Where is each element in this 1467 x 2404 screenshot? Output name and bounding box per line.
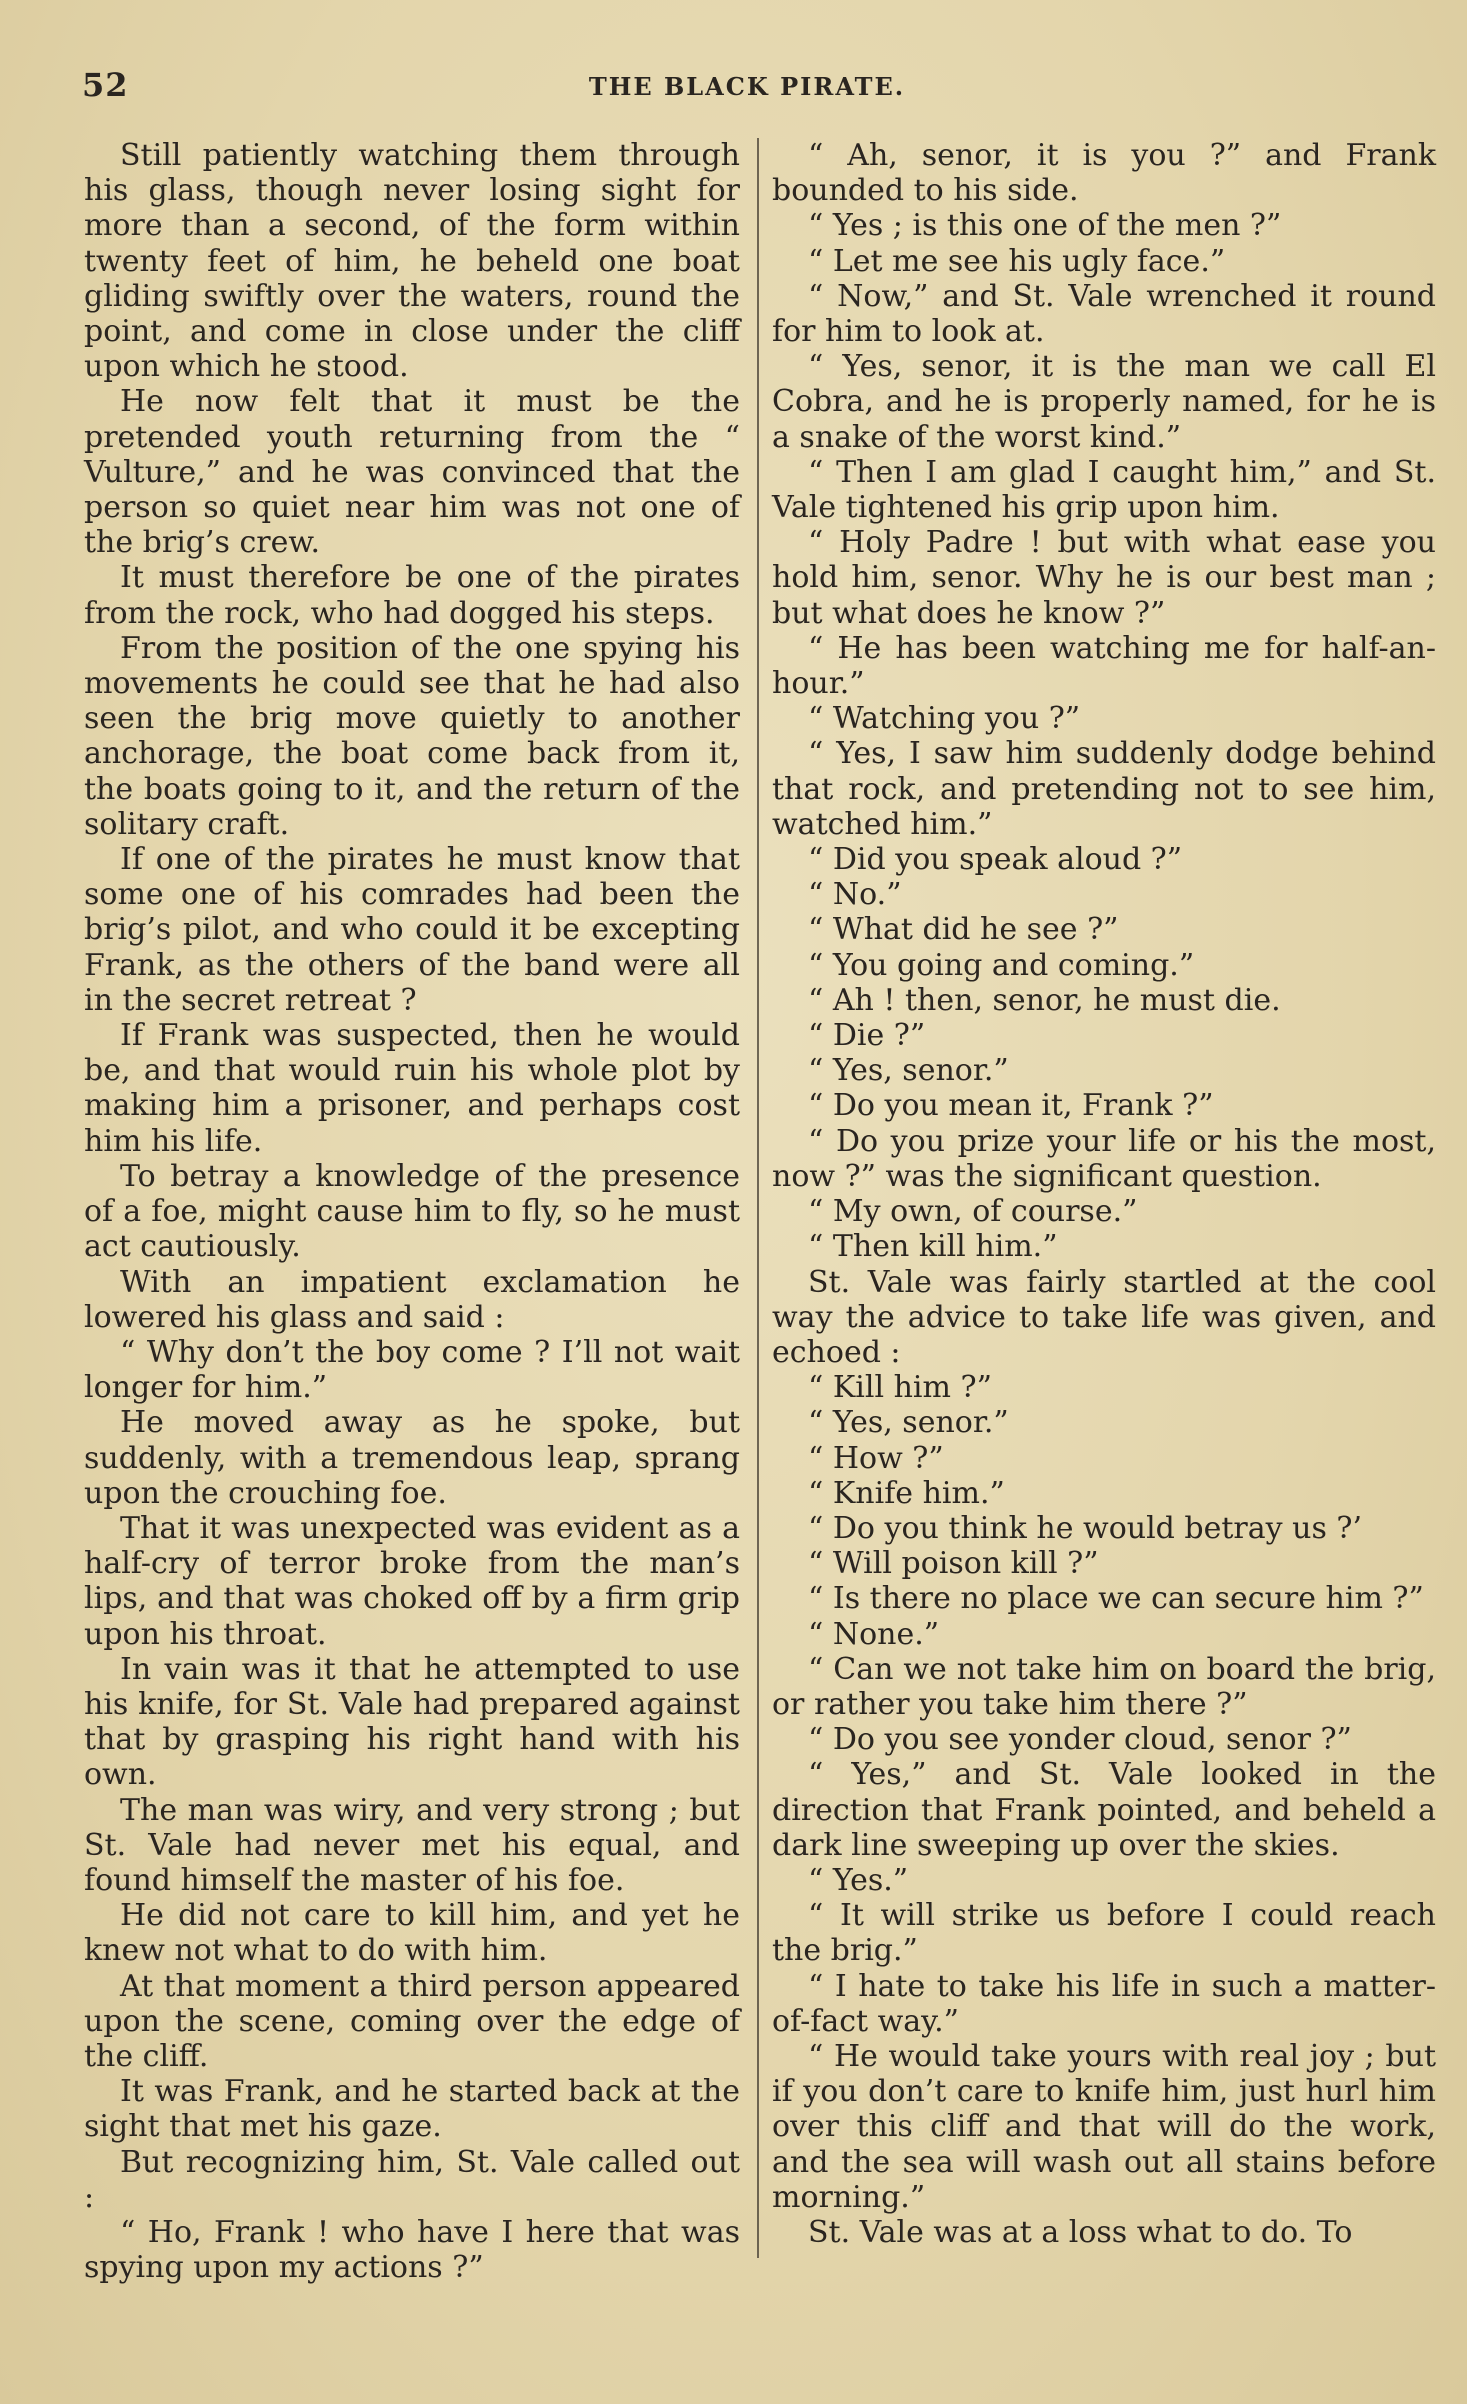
paragraph: “ You going and coming.” (808, 947, 1195, 983)
paragraph: St. Vale was fairly startled at the cool way the advice to take life was given, and echoed : (772, 1264, 1436, 1370)
paragraph: “ I hate to take his life in such a matter-of-fact way.” (772, 1968, 1436, 2039)
paragraph: “ Now,” and St. Vale wrenched it round for him to look at. (772, 278, 1436, 350)
paragraph: In vain was it that he attempted to use his knife, for St. Vale had prepared against that by grasping his right hand with his own. (84, 1651, 740, 1793)
paragraph: With an impatient exclamation he lowered his glass and said : (84, 1264, 740, 1335)
paragraph: It must therefore be one of the pirates from the rock, who had dogged his steps. (84, 560, 740, 631)
paragraph: From the position of the one spying his movements he could see that he had also seen the brig move quietly to another anchorage, the boat come back from it, the boats going to it, and the return of the solitary craft. (84, 630, 740, 842)
page-number: 52 (82, 66, 129, 104)
paragraph: “ It will strike us before I could reach the brig.” (772, 1898, 1436, 1969)
paragraph: “ Yes, I saw him suddenly dodge behind that rock, and pretending not to see him, watched him.” (772, 736, 1436, 842)
paragraph: “ Let me see his ugly face.” (808, 243, 1226, 279)
paragraph: “ Knife him.” (808, 1475, 1005, 1511)
paragraph: “ My own, of course.” (808, 1194, 1138, 1230)
paragraph: That it was unexpected was evident as a half-cry of terror broke from the man’s lips, and that was choked off by a firm grip upon his throat. (84, 1510, 740, 1652)
paragraph: “ Then kill him.” (808, 1229, 1058, 1265)
paragraph: “ Do you prize your life or his the most, now ?” was the significant question. (772, 1123, 1436, 1194)
paragraph: “ He has been watching me for half-an-hour.” (772, 630, 1436, 702)
paragraph: “ Ah ! then, senor, he must die. (808, 982, 1281, 1018)
running-title: THE BLACK PIRATE. (588, 72, 906, 101)
paragraph: “ Die ?” (808, 1018, 926, 1054)
paragraph: “ Kill him ?” (808, 1370, 992, 1406)
paragraph: “ Do you see yonder cloud, senor ?” (808, 1722, 1352, 1758)
paragraph: “ Will poison kill ?” (808, 1546, 1099, 1582)
paragraph: It was Frank, and he started back at the sight that met his gaze. (84, 2074, 740, 2145)
paragraph: “ Yes, senor, it is the man we call El Cobra, and he is properly named, for he is a snake of the worst kind.” (772, 349, 1436, 455)
paragraph: He did not care to kill him, and yet he knew not what to do with him. (84, 1898, 740, 1969)
paragraph: “ Holy Padre ! but with what ease you hold him, senor. Why he is our best man ; but what does he know ?” (772, 525, 1436, 631)
paragraph: “ Did you speak aloud ?” (808, 842, 1183, 878)
paragraph: “ No.” (808, 877, 902, 913)
paragraph: “ Yes, senor.” (808, 1053, 1009, 1089)
paragraph: He now felt that it must be the pretended youth returning from the “ Vulture,” and he was convinced that the person so quiet near him was not one of the brig’s crew. (84, 384, 740, 561)
left-column (84, 138, 740, 2285)
paragraph: “ Yes ; is this one of the men ?” (808, 208, 1282, 244)
paragraph: “ Yes.” (808, 1862, 909, 1898)
paragraph: “ He would take yours with real joy ; but if you don’t care to knife him, just hurl him over this cliff and that will do the work, and the sea will wash out all stains before morning.” (772, 2038, 1436, 2215)
paragraph: “ Ho, Frank ! who have I here that was spying upon my actions ?” (84, 2214, 740, 2286)
paragraph: “ None.” (808, 1616, 940, 1652)
paragraph: To betray a knowledge of the presence of a foe, might cause him to fly, so he must act cautiously. (84, 1158, 740, 1265)
paragraph: He moved away as he spoke, but suddenly, with a tremendous leap, sprang upon the crouching foe. (84, 1405, 740, 1511)
paragraph: “ Do you think he would betray us ?’ (808, 1510, 1363, 1546)
paragraph: “ How ?” (808, 1440, 944, 1476)
paragraph: “ Watching you ?” (808, 701, 1081, 737)
paragraph: “ Yes,” and St. Vale looked in the direction that Frank pointed, and beheld a dark line sweeping up over the skies. (772, 1757, 1436, 1863)
paragraph: The man was wiry, and very strong ; but St. Vale had never met his equal, and found himself the master of his foe. (84, 1792, 740, 1898)
paragraph: If one of the pirates he must know that some one of his comrades had been the brig’s pilot, and who could it be excepting Frank, as the others of the band were all in the secret retreat ? (84, 842, 740, 1018)
paragraph: “ Then I am glad I caught him,” and St. Vale tightened his grip upon him. (772, 454, 1436, 526)
column-divider (757, 138, 759, 2258)
paragraph: If Frank was suspected, then he would be, and that would ruin his whole plot by making him a prisoner, and perhaps cost him his life. (84, 1018, 740, 1159)
paragraph: But recognizing him, St. Vale called out : (84, 2144, 740, 2215)
paragraph: “ What did he see ?” (808, 912, 1119, 948)
paragraph: St. Vale was at a loss what to do. To (808, 2214, 1353, 2250)
paragraph: “ Is there no place we can secure him ?” (808, 1581, 1424, 1617)
right-column (772, 138, 1436, 2250)
page-header (82, 66, 1412, 116)
paragraph: “ Ah, senor, it is you ?” and Frank bounded to his side. (772, 138, 1436, 209)
paragraph: “ Yes, senor.” (808, 1405, 1009, 1441)
paragraph: “ Why don’t the boy come ? I’ll not wait longer for him.” (84, 1334, 740, 1406)
paragraph: “ Do you mean it, Frank ?” (808, 1088, 1214, 1124)
paragraph: Still patiently watching them through his glass, though never losing sight for more than a second, of the form within twenty feet of him, he beheld one boat gliding swiftly over the waters, round the point, and come in close under the cliff upon which he stood. (84, 138, 740, 385)
paragraph: “ Can we not take him on board the brig, or rather you take him there ?” (772, 1651, 1436, 1722)
paragraph: At that moment a third person appeared upon the scene, coming over the edge of the cliff. (84, 1968, 740, 2074)
